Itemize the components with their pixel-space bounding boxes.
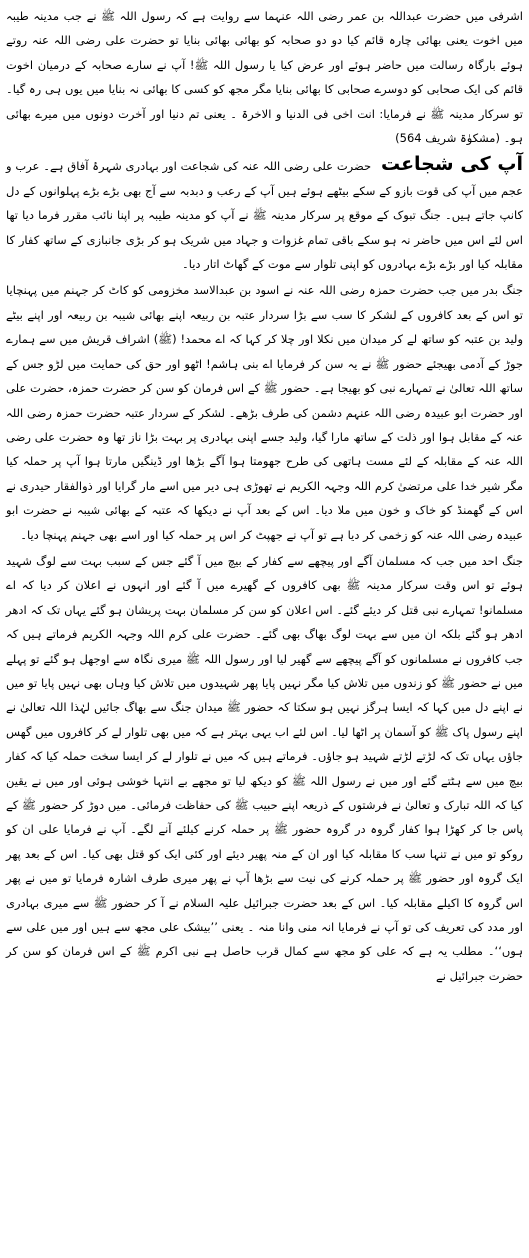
- paragraph-uhud: [6, 549, 523, 988]
- paragraph-brotherhood-text: اشرفی میں حضرت عبداللہ بن عمر رضی اللہ عنہما سے روایت ہے کہ رسول اللہ ﷺ نے جب مدینہ طیبہ میں اخوت یعنی بھائی چارہ قائم کیا دو دو صحابہ کو بھائی بھائی بنایا تو حضرت علی رضی اللہ عنہ روتے ہوئے بارگاہ رسالت میں حاضر ہوئے اور عرض کیا یا رسول اللہ ﷺ! آپ نے سارے صحابہ کے درمیان اخوت قائم کی ایک صحابی کو دوسرے صحابی کا بھائی بنایا مگر مجھ کو کسی کا بھائی نہ بنایا میں یوں ہی رہ گیا۔ تو سرکار مدینہ ﷺ نے فرمایا: انت اخی فی الدنیا و الاخرۃ ۔ یعنی تم دنیا اور آخرت دونوں میں میرے بھائی ہو۔ (مشکوٰۃ شریف 564): [6, 9, 523, 146]
- section-heading-bravery: آپ کی شجاعت: [380, 153, 524, 176]
- paragraph-bravery-text: حضرت علی رضی اللہ عنہ کی شجاعت اور بہادری شہرۂ آفاق ہے۔ عرب و عجم میں آپ کی قوت بازو کے سکے بیٹھے ہوئے ہیں آپ کے رعب و دبدبہ سے آج بھی بڑے بڑے پہلوانوں کے دل کانپ جاتے ہیں۔ جنگ تبوک کے موقع پر سرکار مدینہ ﷺ نے آپ کو مدینہ طیبہ پر اپنا نائب مقرر فرما دیا تھا اس لئے اس میں حاضر نہ ہو سکے باقی تمام غزوات و جہاد میں شریک ہو کر بڑی جانبازی کے ساتھ کفار کا مقابلہ کیا اور بڑے بڑے بہادروں کو اپنی تلوار سے موت کے گھاٹ اتار دیا۔: [6, 159, 523, 272]
- paragraph-badr-text: جنگ بدر میں جب حضرت حمزہ رضی اللہ عنہ نے اسود بن عبدالاسد مخزومی کو کاٹ کر جہنم میں پہنچایا تو اس کے بعد کافروں کے لشکر کا سب سے بڑا سردار عتبہ بن ربیعہ اپنے بھائی شیبہ بن ربیعہ اور اپنے بیٹے ولید بن عتبہ کو ساتھ لے کر میدان میں نکلا اور چلا کر کہا کہ اے محمد! (ﷺ) اشراف قریش میں سے ہمارے جوڑ کے آدمی بھیجئے حضور ﷺ نے یہ سن کر فرمایا اے بنی ہاشم! اٹھو اور حق کی حمایت میں لڑو جس کے ساتھ اللہ تعالیٰ نے تمہارے نبی کو بھیجا ہے۔ حضور ﷺ کے اس فرمان کو سن کر حضرت حمزہ، حضرت علی اور حضرت ابو عبیدہ رضی اللہ عنہم دشمن کی طرف بڑھے۔ لشکر کے سردار عتبہ حضرت حمزہ رضی اللہ عنہ کے مقابل ہوا اور ذلت کے ساتھ مارا گیا، ولید جسے اپنی بہادری پر بہت بڑا ناز تھا وہ حضرت علی رضی اللہ عنہ کے مقابلہ کے لئے مست ہاتھی کی طرح جھومتا ہوا آگے بڑھا اور ڈینگیں مارتا ہوا آپ پر حملہ کیا مگر شیر خدا علی مرتضیٰ کرم اللہ وجہہ الکریم نے تھوڑی ہی دیر میں اسے مار گرایا اور ذوالفقار حیدری نے اس کے گھمنڈ کو خاک و خون میں ملا دیا۔ اس کے بعد آپ نے دیکھا کہ عتبہ کے بھائی شیبہ نے حضرت ابو عبیدہ رضی اللہ عنہ کو زخمی کر دیا ہے تو آپ نے جھپٹ کر اس پر حملہ کیا اور اسے بھی جہنم پہنچا دیا۔: [6, 283, 523, 542]
- paragraph-badr: [6, 278, 523, 546]
- paragraph-brotherhood: [6, 4, 523, 150]
- paragraph-uhud-text: جنگ احد میں جب کہ مسلمان آگے اور پیچھے سے کفار کے بیچ میں آ گئے جس کے سبب بہت سے لوگ شہید ہوئے تو اس وقت سرکار مدینہ ﷺ بھی کافروں کے گھیرے میں آ گئے اور انہوں نے اعلان کر دیا کہ اے مسلمانو! تمہارے نبی قتل کر دیئے گئے۔ اس اعلان کو سن کر مسلمان بہت پریشان ہو گئے یہاں تک کہ ادھر ادھر ہو گئے بلکہ ان میں سے بہت لوگ بھاگ بھی گئے۔ حضرت علی کرم اللہ وجہہ الکریم فرماتے ہیں کہ جب کافروں نے مسلمانوں کو آگے پیچھے سے گھیر لیا اور رسول اللہ ﷺ میری نگاہ سے اوجھل ہو گئے تو پہلے میں نے حضور ﷺ کو زندوں میں تلاش کیا مگر نہیں پایا پھر شہیدوں میں تلاش کیا وہاں بھی نہیں پایا تو میں نے اپنے دل میں کہا کہ ایسا ہرگز نہیں ہو سکتا کہ حضور ﷺ میدان جنگ سے بھاگ جائیں لہٰذا اللہ تعالیٰ نے اپنے رسول پاک ﷺ کو آسمان پر اٹھا لیا۔ اس لئے اب یہی بہتر ہے کہ میں بھی تلوار لے کر کافروں میں گھس جاؤں یہاں تک کہ لڑتے لڑتے شہید ہو جاؤں۔ فرماتے ہیں کہ میں نے تلوار لے کر ایسا سخت حملہ کیا کہ کفار بیچ میں سے ہٹتے گئے اور میں نے رسول اللہ ﷺ کو دیکھ لیا تو مجھے بے انتہا خوشی ہوئی اور میں نے یقین کیا کہ اللہ تبارک و تعالیٰ نے فرشتوں کے ذریعہ اپنے حبیب ﷺ کی حفاظت فرمائی۔ میں دوڑ کر حضور ﷺ کے پاس جا کر کھڑا ہوا کفار گروہ در گروہ حضور ﷺ پر حملہ کرنے کیلئے آنے لگے۔ آپ نے فرمایا علی ان کو روکو تو میں نے تنہا سب کا مقابلہ کیا اور ان کے منہ پھیر دیئے اور کئی ایک کو قتل بھی کیا۔ اس کے بعد پھر ایک گروہ اور حضور ﷺ پر حملہ کرنے کی نیت سے بڑھا آپ نے پھر میری طرف اشارہ فرمایا تو میں نے پھر اس گروہ کا اکیلے مقابلہ کیا۔ اس کے بعد حضرت جبرائیل علیہ السلام نے آ کر حضور ﷺ سے میری بہادری اور مدد کی تعریف کی تو آپ نے فرمایا انہ منی وانا منہ ۔ یعنی ’’بیشک علی مجھ سے ہیں اور میں علی سے ہوں‘‘۔ مطلب یہ ہے کہ علی کو مجھ سے کمال قرب حاصل ہے نبی اکرم ﷺ کے اس فرمان کو سن کر حضرت جبرائیل نے: [6, 553, 523, 983]
- paragraph-bravery: [6, 152, 523, 276]
